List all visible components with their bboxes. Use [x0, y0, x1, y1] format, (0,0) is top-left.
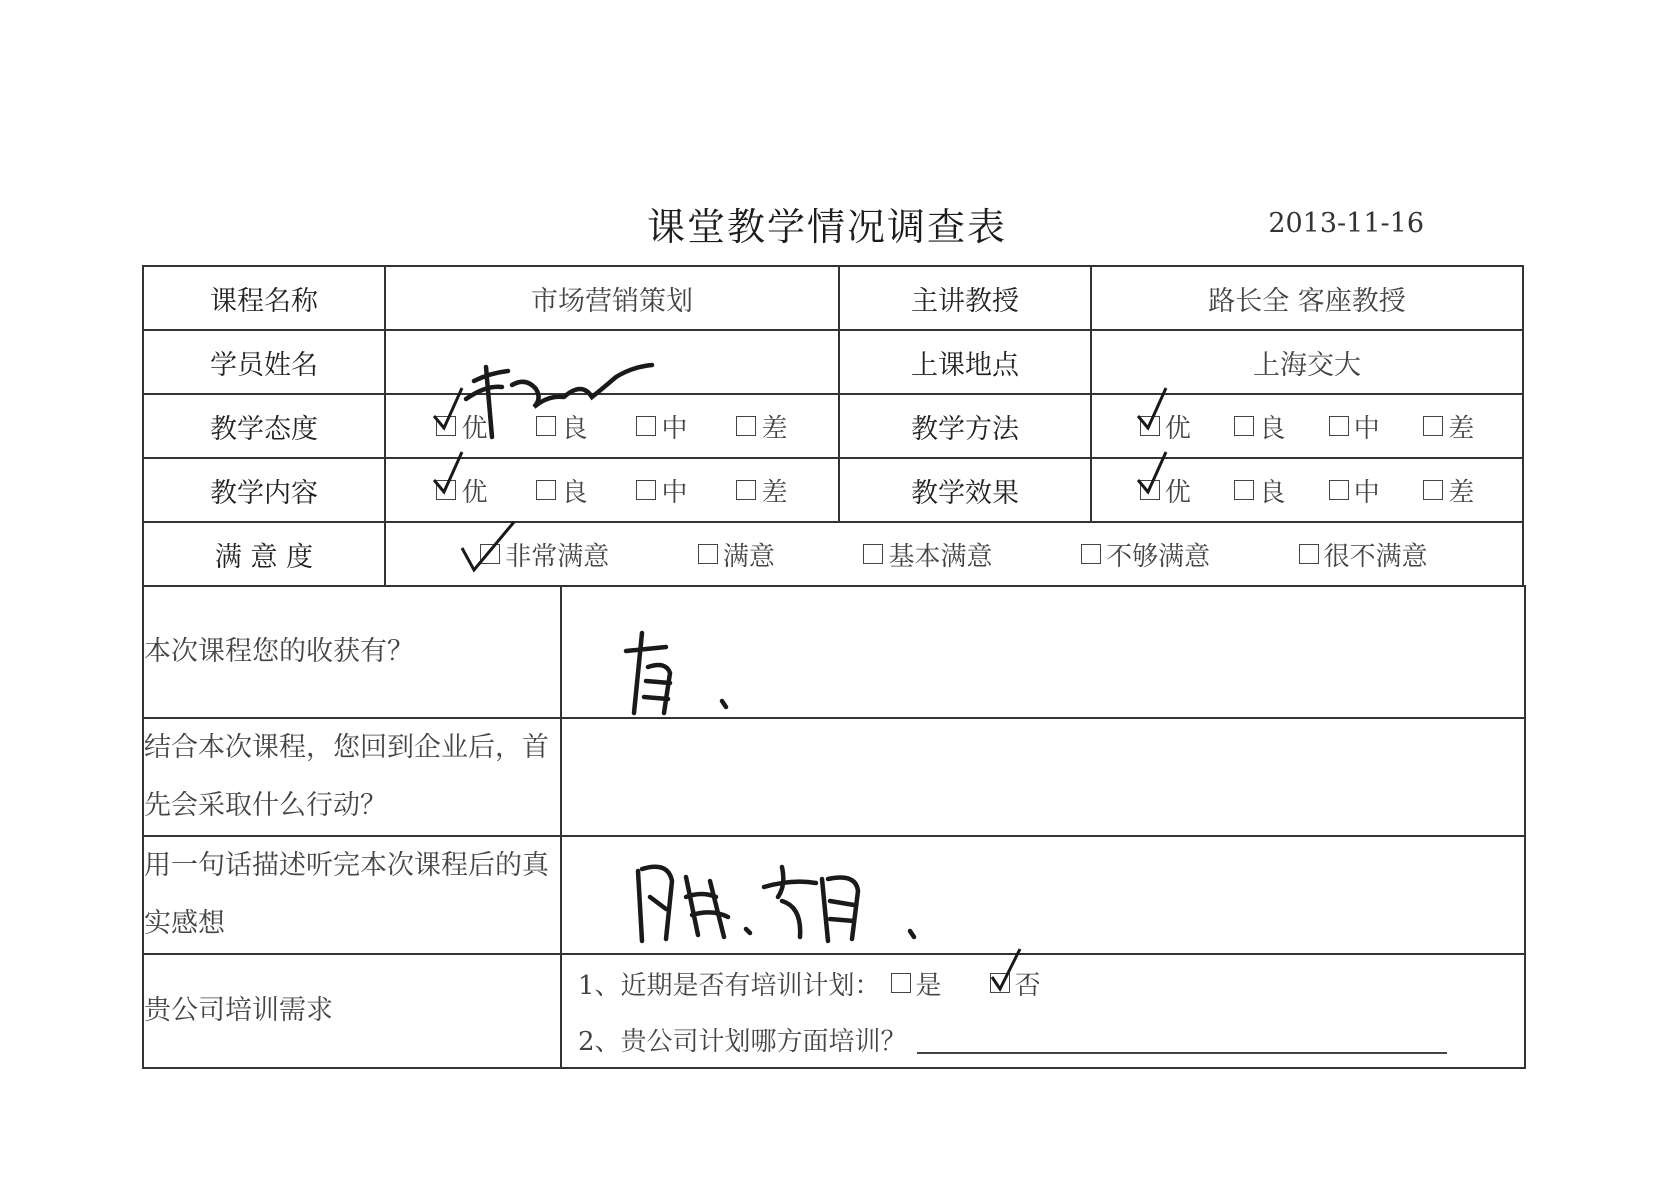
method-option-average[interactable]: 中 [1329, 408, 1380, 445]
checkbox-icon[interactable] [891, 973, 911, 993]
content-option-good[interactable]: 良 [536, 472, 587, 509]
effect-option-excellent[interactable]: 优 [1140, 472, 1191, 509]
satisfaction-label: 满 意 度 [143, 522, 385, 586]
satisfaction-option-not-satisfied[interactable]: 不够满意 [1081, 536, 1210, 573]
effect-option-poor[interactable]: 差 [1423, 472, 1474, 509]
feedback-table [142, 585, 1526, 1069]
attitude-option-good[interactable]: 良 [536, 408, 587, 445]
content-option-excellent[interactable]: 优 [436, 472, 487, 509]
table-row [143, 954, 1525, 1068]
satisfaction-option-basically-satisfied[interactable]: 基本满意 [863, 536, 992, 573]
survey-info-table [142, 265, 1524, 587]
table-row [143, 586, 1525, 718]
method-option-poor[interactable]: 差 [1423, 408, 1474, 445]
checkbox-icon[interactable] [536, 416, 556, 436]
method-label: 教学方法 [839, 394, 1091, 458]
checkbox-icon[interactable] [1299, 544, 1319, 564]
check-mark-icon [1130, 448, 1170, 498]
effect-option-good[interactable]: 良 [1234, 472, 1285, 509]
checkbox-icon[interactable] [1423, 416, 1443, 436]
lecturer-value: 路长全 客座教授 [1091, 266, 1523, 330]
method-options [1092, 408, 1522, 445]
gain-answer-field[interactable] [561, 586, 1525, 718]
action-question: 结合本次课程，您回到企业后，首先会采取什么行动？ [143, 718, 561, 836]
table-row [143, 266, 1523, 330]
action-answer-field[interactable] [561, 718, 1525, 836]
training-needs-label: 贵公司培训需求 [143, 954, 561, 1068]
content-option-poor[interactable]: 差 [736, 472, 787, 509]
feeling-answer-field[interactable] [561, 836, 1525, 954]
effect-label: 教学效果 [839, 458, 1091, 522]
check-mark-icon [986, 945, 1026, 995]
content-option-average[interactable]: 中 [636, 472, 687, 509]
check-mark-icon [1130, 384, 1170, 434]
table-row [143, 458, 1523, 522]
satisfaction-option-very-satisfied[interactable]: 非常满意 [480, 536, 609, 573]
method-option-good[interactable]: 良 [1234, 408, 1285, 445]
table-row [143, 522, 1523, 586]
satisfaction-option-very-dissatisfied[interactable]: 很不满意 [1299, 536, 1428, 573]
satisfaction-option-satisfied[interactable]: 满意 [698, 536, 775, 573]
check-mark-icon [426, 448, 466, 498]
checkbox-icon[interactable] [863, 544, 883, 564]
checkbox-icon[interactable] [1234, 480, 1254, 500]
table-row [143, 836, 1525, 954]
course-value: 市场营销策划 [385, 266, 839, 330]
table-row [143, 394, 1523, 458]
content-options [386, 472, 838, 509]
check-mark-icon [458, 518, 518, 574]
checkbox-icon[interactable] [736, 480, 756, 500]
course-label: 课程名称 [143, 266, 385, 330]
location-label: 上课地点 [839, 330, 1091, 394]
lecturer-label: 主讲教授 [839, 266, 1091, 330]
content-label: 教学内容 [143, 458, 385, 522]
gain-question: 本次课程您的收获有？ [143, 586, 561, 718]
training-area-input-line[interactable] [917, 1024, 1447, 1054]
effect-option-average[interactable]: 中 [1329, 472, 1380, 509]
check-mark-icon [426, 384, 466, 434]
attitude-option-excellent[interactable]: 优 [436, 408, 487, 445]
attitude-option-average[interactable]: 中 [636, 408, 687, 445]
checkbox-icon[interactable] [1329, 480, 1349, 500]
location-value: 上海交大 [1091, 330, 1523, 394]
checkbox-icon[interactable] [536, 480, 556, 500]
table-row [143, 330, 1523, 394]
checkbox-icon[interactable] [636, 480, 656, 500]
training-plan-yes[interactable]: 是 [891, 965, 942, 1002]
satisfaction-options [386, 536, 1522, 573]
student-label: 学员姓名 [143, 330, 385, 394]
training-area-question: 2、贵公司计划哪方面培训？ [562, 1011, 1524, 1067]
checkbox-icon[interactable] [636, 416, 656, 436]
page-title: 课堂教学情况调查表 [646, 205, 1007, 249]
effect-options [1092, 472, 1522, 509]
method-option-excellent[interactable]: 优 [1140, 408, 1191, 445]
handwritten-answer [622, 627, 752, 717]
table-row [143, 718, 1525, 836]
attitude-label: 教学态度 [143, 394, 385, 458]
checkbox-icon[interactable] [1234, 416, 1254, 436]
checkbox-icon[interactable] [1329, 416, 1349, 436]
handwritten-answer [632, 857, 932, 947]
checkbox-icon[interactable] [698, 544, 718, 564]
checkbox-icon[interactable] [736, 416, 756, 436]
checkbox-icon[interactable] [1423, 480, 1443, 500]
survey-date: 2013-11-16 [1268, 208, 1424, 239]
checkbox-icon[interactable] [1081, 544, 1101, 564]
training-plan-question: 1、近期是否有培训计划： 是 否 [562, 955, 1524, 1011]
training-plan-no[interactable]: 否 [990, 965, 1041, 1002]
attitude-option-poor[interactable]: 差 [736, 408, 787, 445]
feeling-question: 用一句话描述听完本次课程后的真实感想 [143, 836, 561, 954]
